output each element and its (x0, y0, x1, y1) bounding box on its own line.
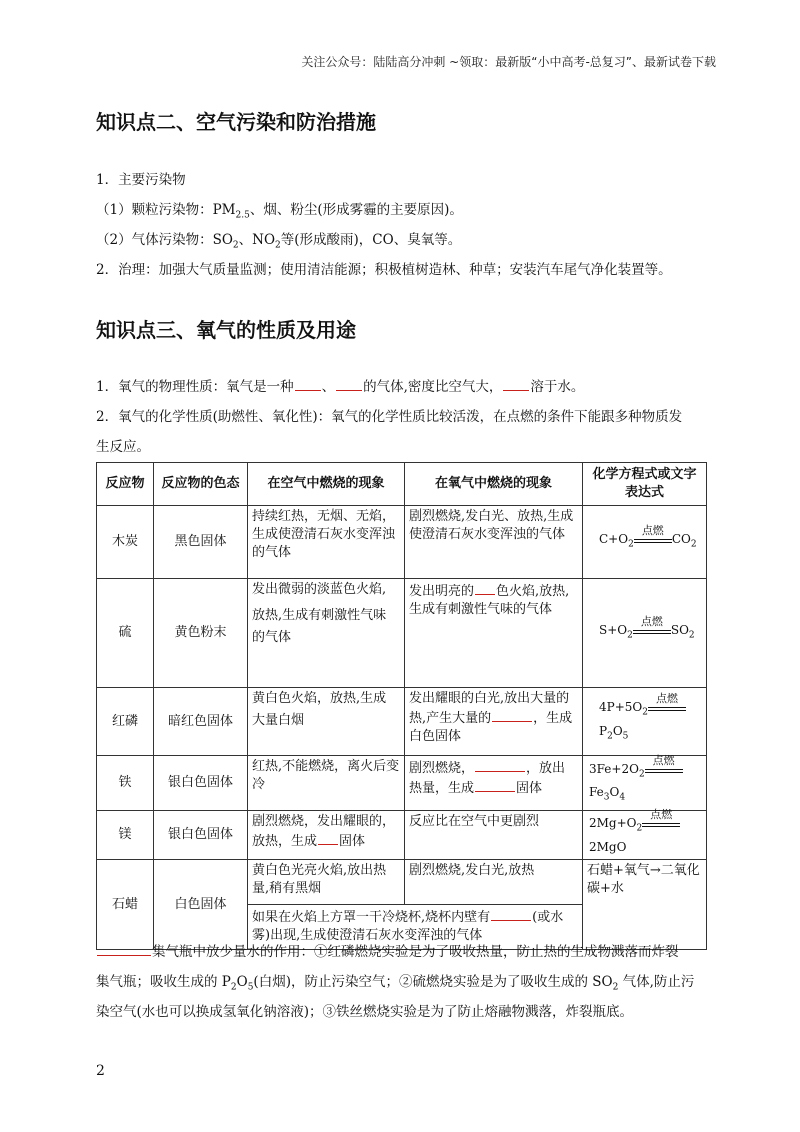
section-title-oxygen: 知识点三、氧气的性质及用途 (96, 318, 356, 342)
equation-cell: $3Fe+2O_2$ 点燃 $Fe_3O_4$ (583, 756, 707, 811)
blank[interactable] (503, 377, 529, 391)
blank[interactable] (336, 377, 362, 391)
chemical-property-line: 2．氧气的化学性质(助燃性、氧化性)：氧气的化学性质比较活泼，在点燃的条件下能跟多种物质发 (96, 409, 683, 425)
header-state: 反应物的色态 (154, 463, 248, 506)
blank[interactable] (295, 377, 321, 391)
table-row: 如果在火焰上方罩一干冷烧杯,烧杯内壁有 (或水雾)出现,生成使澄清石灰水变浑浊的气体 (97, 905, 707, 950)
header-reactant: 反应物 (97, 463, 154, 506)
header-air: 在空气中燃烧的现象 (248, 463, 405, 506)
equation-cell: $S+O_2$ 点燃 $SO_2$ (583, 579, 707, 688)
table-row: 铁 银白色固体 红热,不能燃烧，离火后变冷 剧烈燃烧， ，放出热量，生成 固体 $3Fe+2O_2$ 点燃 $Fe_3O_4$ (97, 756, 707, 811)
oxygen-reaction-table (96, 462, 707, 950)
table-row: 木炭 黑色固体 持续红热，无烟、无焰，生成使澄清石灰水变浑浊的气体 剧烈燃烧,发白光、放热,生成使澄清石灰水变浑浊的气体 $C+O_2$ 点燃 $CO_2$ (97, 506, 707, 579)
section-title-air-pollution: 知识点二、空气污染和防治措施 (96, 110, 376, 134)
header-oxygen: 在氧气中燃烧的现象 (405, 463, 583, 506)
physical-property-line: 1．氧气的物理性质：氧气是一种 、 的气体,密度比空气大， 溶于水。 (96, 379, 585, 395)
header-equation: 化学方程式或文字表达式 (583, 463, 707, 506)
blank[interactable] (475, 778, 515, 792)
equation-cell: $4P+5O_2$ 点燃 $P_2O_5$ (583, 688, 707, 756)
table-row: 镁 银白色固体 剧烈燃烧，发出耀眼的，放热，生成 固体 反应比在空气中更剧烈 $2Mg+O_2$ 点燃 2MgO (97, 811, 707, 860)
water-function-line-3: 染空气(水也可以换成氢氧化钠溶液)；③铁丝燃烧实验是为了防止熔融物溅落，炸裂瓶底。 (96, 1004, 634, 1020)
particulate-line: （1）颗粒污染物：$PM_{2.5}$、烟、粉尘(形成雾霾的主要原因)。 (96, 202, 463, 221)
equation-cell: $2Mg+O_2$ 点燃 2MgO (583, 811, 707, 860)
blank[interactable] (491, 907, 531, 921)
page-number: 2 (96, 1063, 105, 1079)
treatment-line: 2．治理：加强大气质量监测；使用清洁能源；积极植树造林、种草；安装汽车尾气净化装置等。 (96, 262, 672, 278)
blank[interactable] (492, 708, 532, 722)
blank[interactable] (318, 831, 338, 845)
pollutants-heading: 1．主要污染物 (96, 172, 186, 188)
table-row: 红磷 暗红色固体 黄白色火焰，放热,生成 大量白烟 发出耀眼的白光,放出大量的热,产生大量的 ，生成白色固体 $4P+5O_2$ 点燃 $P_2O_5$ (97, 688, 707, 756)
blank[interactable] (475, 758, 525, 772)
page-header: 关注公众号：陆陆高分冲刺 ~领取：最新版“小中高考-总复习”、最新试卷下载 (301, 55, 716, 69)
equation-cell: $C+O_2$ 点燃 $CO_2$ (583, 506, 707, 579)
blank[interactable] (475, 581, 495, 595)
water-function-line-1: 集气瓶中放少量水的作用：①红磷燃烧实验是为了吸收热量，防止热的生成物溅落而炸裂 (96, 942, 706, 962)
blank[interactable] (97, 942, 151, 956)
water-function-line-2: 集气瓶；吸收生成的 $P_2O_5$(白烟)，防止污染空气；②硫燃烧实验是为了吸收生成的 $SO_2$ 气体,防止污 (96, 974, 695, 993)
table-row: 硫 黄色粉末 发出微弱的淡蓝色火焰, 放热,生成有刺激性气味 的气体 发出明亮的 色火焰,放热,生成有刺激性气味的气体 $S+O_2$ 点燃 $SO_2$ (97, 579, 707, 688)
table-row: 石蜡 白色固体 黄白色光亮火焰,放出热量,稍有黑烟 剧烈燃烧,发白光,放热 石蜡+氧气→二氧化碳+水 (97, 860, 707, 905)
chemical-property-line-2: 生反应。 (96, 439, 150, 455)
gas-pollutant-line: （2）气体污染物：$SO_2$、$NO_2$等(形成酸雨)，CO、臭氧等。 (96, 232, 462, 251)
